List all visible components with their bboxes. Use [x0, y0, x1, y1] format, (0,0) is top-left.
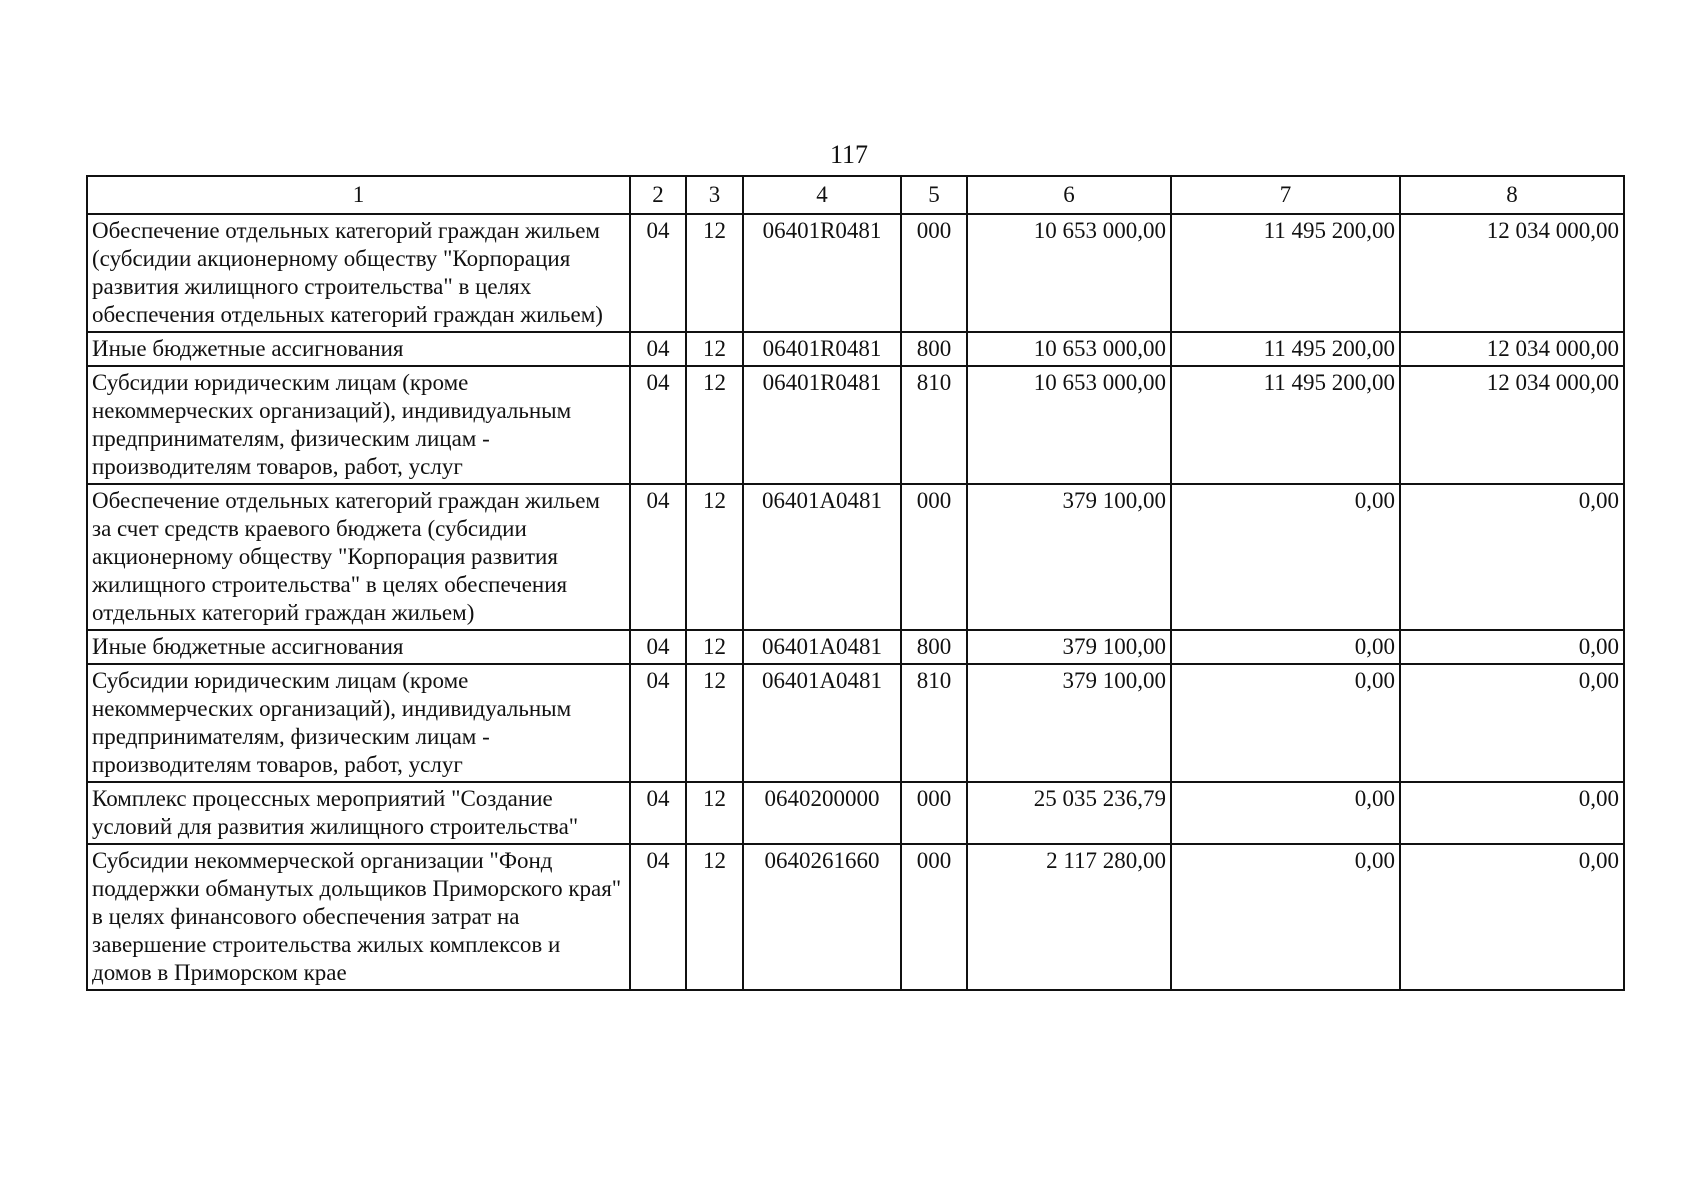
amount-col-8: 12 034 000,00: [1400, 366, 1624, 484]
subsection-code: 12: [686, 630, 743, 664]
expense-type-code: 800: [901, 630, 967, 664]
amount-col-7: 11 495 200,00: [1171, 332, 1400, 366]
table-row: [87, 844, 1624, 990]
row-name: Иные бюджетные ассигнования: [87, 630, 630, 664]
amount-col-8: 12 034 000,00: [1400, 332, 1624, 366]
section-code: 04: [630, 844, 686, 990]
section-code: 04: [630, 630, 686, 664]
column-number-row: [87, 176, 1624, 214]
expense-type-code: 000: [901, 484, 967, 630]
amount-col-8: 0,00: [1400, 484, 1624, 630]
page-number: 117: [829, 140, 869, 169]
target-article-code: 06401A0481: [743, 664, 901, 782]
section-code: 04: [630, 782, 686, 844]
column-header: 4: [743, 176, 901, 214]
amount-col-7: 11 495 200,00: [1171, 214, 1400, 332]
table-row: [87, 332, 1624, 366]
row-name: Субсидии юридическим лицам (кроме некоммерческих организаций), индивидуальным предпринимателям, физическим лицам - производителям товаров, работ, услуг: [87, 366, 630, 484]
expense-type-code: 810: [901, 664, 967, 782]
expense-type-code: 810: [901, 366, 967, 484]
amount-col-7: 0,00: [1171, 484, 1400, 630]
amount-col-6: 379 100,00: [967, 664, 1171, 782]
table-row: [87, 630, 1624, 664]
column-header: 7: [1171, 176, 1400, 214]
amount-col-8: 0,00: [1400, 664, 1624, 782]
table-row: [87, 214, 1624, 332]
amount-col-6: 10 653 000,00: [967, 332, 1171, 366]
amount-col-8: 0,00: [1400, 782, 1624, 844]
amount-col-7: 0,00: [1171, 664, 1400, 782]
expense-type-code: 000: [901, 782, 967, 844]
row-name: Обеспечение отдельных категорий граждан жильем за счет средств краевого бюджета (субсидии акционерному обществу "Корпорация развития жилищного строительства" в целях обеспечения отдельных категорий граждан жильем): [87, 484, 630, 630]
section-code: 04: [630, 332, 686, 366]
amount-col-7: 0,00: [1171, 844, 1400, 990]
budget-table: [86, 175, 1625, 991]
expense-type-code: 800: [901, 332, 967, 366]
target-article-code: 0640261660: [743, 844, 901, 990]
column-header: 5: [901, 176, 967, 214]
subsection-code: 12: [686, 332, 743, 366]
amount-col-6: 2 117 280,00: [967, 844, 1171, 990]
row-name: Обеспечение отдельных категорий граждан жильем (субсидии акционерному обществу "Корпорация развития жилищного строительства" в целях обеспечения отдельных категорий граждан жильем): [87, 214, 630, 332]
row-name: Субсидии некоммерческой организации "Фонд поддержки обманутых дольщиков Приморского края" в целях финансового обеспечения затрат на завершение строительства жилых комплексов и домов в Приморском крае: [87, 844, 630, 990]
expense-type-code: 000: [901, 844, 967, 990]
amount-col-7: 0,00: [1171, 782, 1400, 844]
section-code: 04: [630, 664, 686, 782]
column-header: 3: [686, 176, 743, 214]
subsection-code: 12: [686, 214, 743, 332]
target-article-code: 06401R0481: [743, 214, 901, 332]
section-code: 04: [630, 484, 686, 630]
amount-col-6: 10 653 000,00: [967, 214, 1171, 332]
column-header: 1: [87, 176, 630, 214]
amount-col-6: 10 653 000,00: [967, 366, 1171, 484]
subsection-code: 12: [686, 484, 743, 630]
row-name: Иные бюджетные ассигнования: [87, 332, 630, 366]
expense-type-code: 000: [901, 214, 967, 332]
table-body: [87, 214, 1624, 990]
table-row: [87, 782, 1624, 844]
target-article-code: 06401R0481: [743, 332, 901, 366]
subsection-code: 12: [686, 844, 743, 990]
subsection-code: 12: [686, 366, 743, 484]
subsection-code: 12: [686, 664, 743, 782]
section-code: 04: [630, 366, 686, 484]
table-row: [87, 366, 1624, 484]
amount-col-8: 0,00: [1400, 844, 1624, 990]
table-row: [87, 664, 1624, 782]
target-article-code: 06401A0481: [743, 630, 901, 664]
row-name: Субсидии юридическим лицам (кроме некоммерческих организаций), индивидуальным предпринимателям, физическим лицам - производителям товаров, работ, услуг: [87, 664, 630, 782]
amount-col-6: 25 035 236,79: [967, 782, 1171, 844]
target-article-code: 06401A0481: [743, 484, 901, 630]
column-header: 2: [630, 176, 686, 214]
section-code: 04: [630, 214, 686, 332]
amount-col-8: 12 034 000,00: [1400, 214, 1624, 332]
amount-col-6: 379 100,00: [967, 630, 1171, 664]
table-row: [87, 484, 1624, 630]
column-header: 6: [967, 176, 1171, 214]
target-article-code: 06401R0481: [743, 366, 901, 484]
amount-col-6: 379 100,00: [967, 484, 1171, 630]
row-name: Комплекс процессных мероприятий "Создание условий для развития жилищного строительства": [87, 782, 630, 844]
amount-col-7: 0,00: [1171, 630, 1400, 664]
amount-col-7: 11 495 200,00: [1171, 366, 1400, 484]
column-header: 8: [1400, 176, 1624, 214]
amount-col-8: 0,00: [1400, 630, 1624, 664]
subsection-code: 12: [686, 782, 743, 844]
target-article-code: 0640200000: [743, 782, 901, 844]
